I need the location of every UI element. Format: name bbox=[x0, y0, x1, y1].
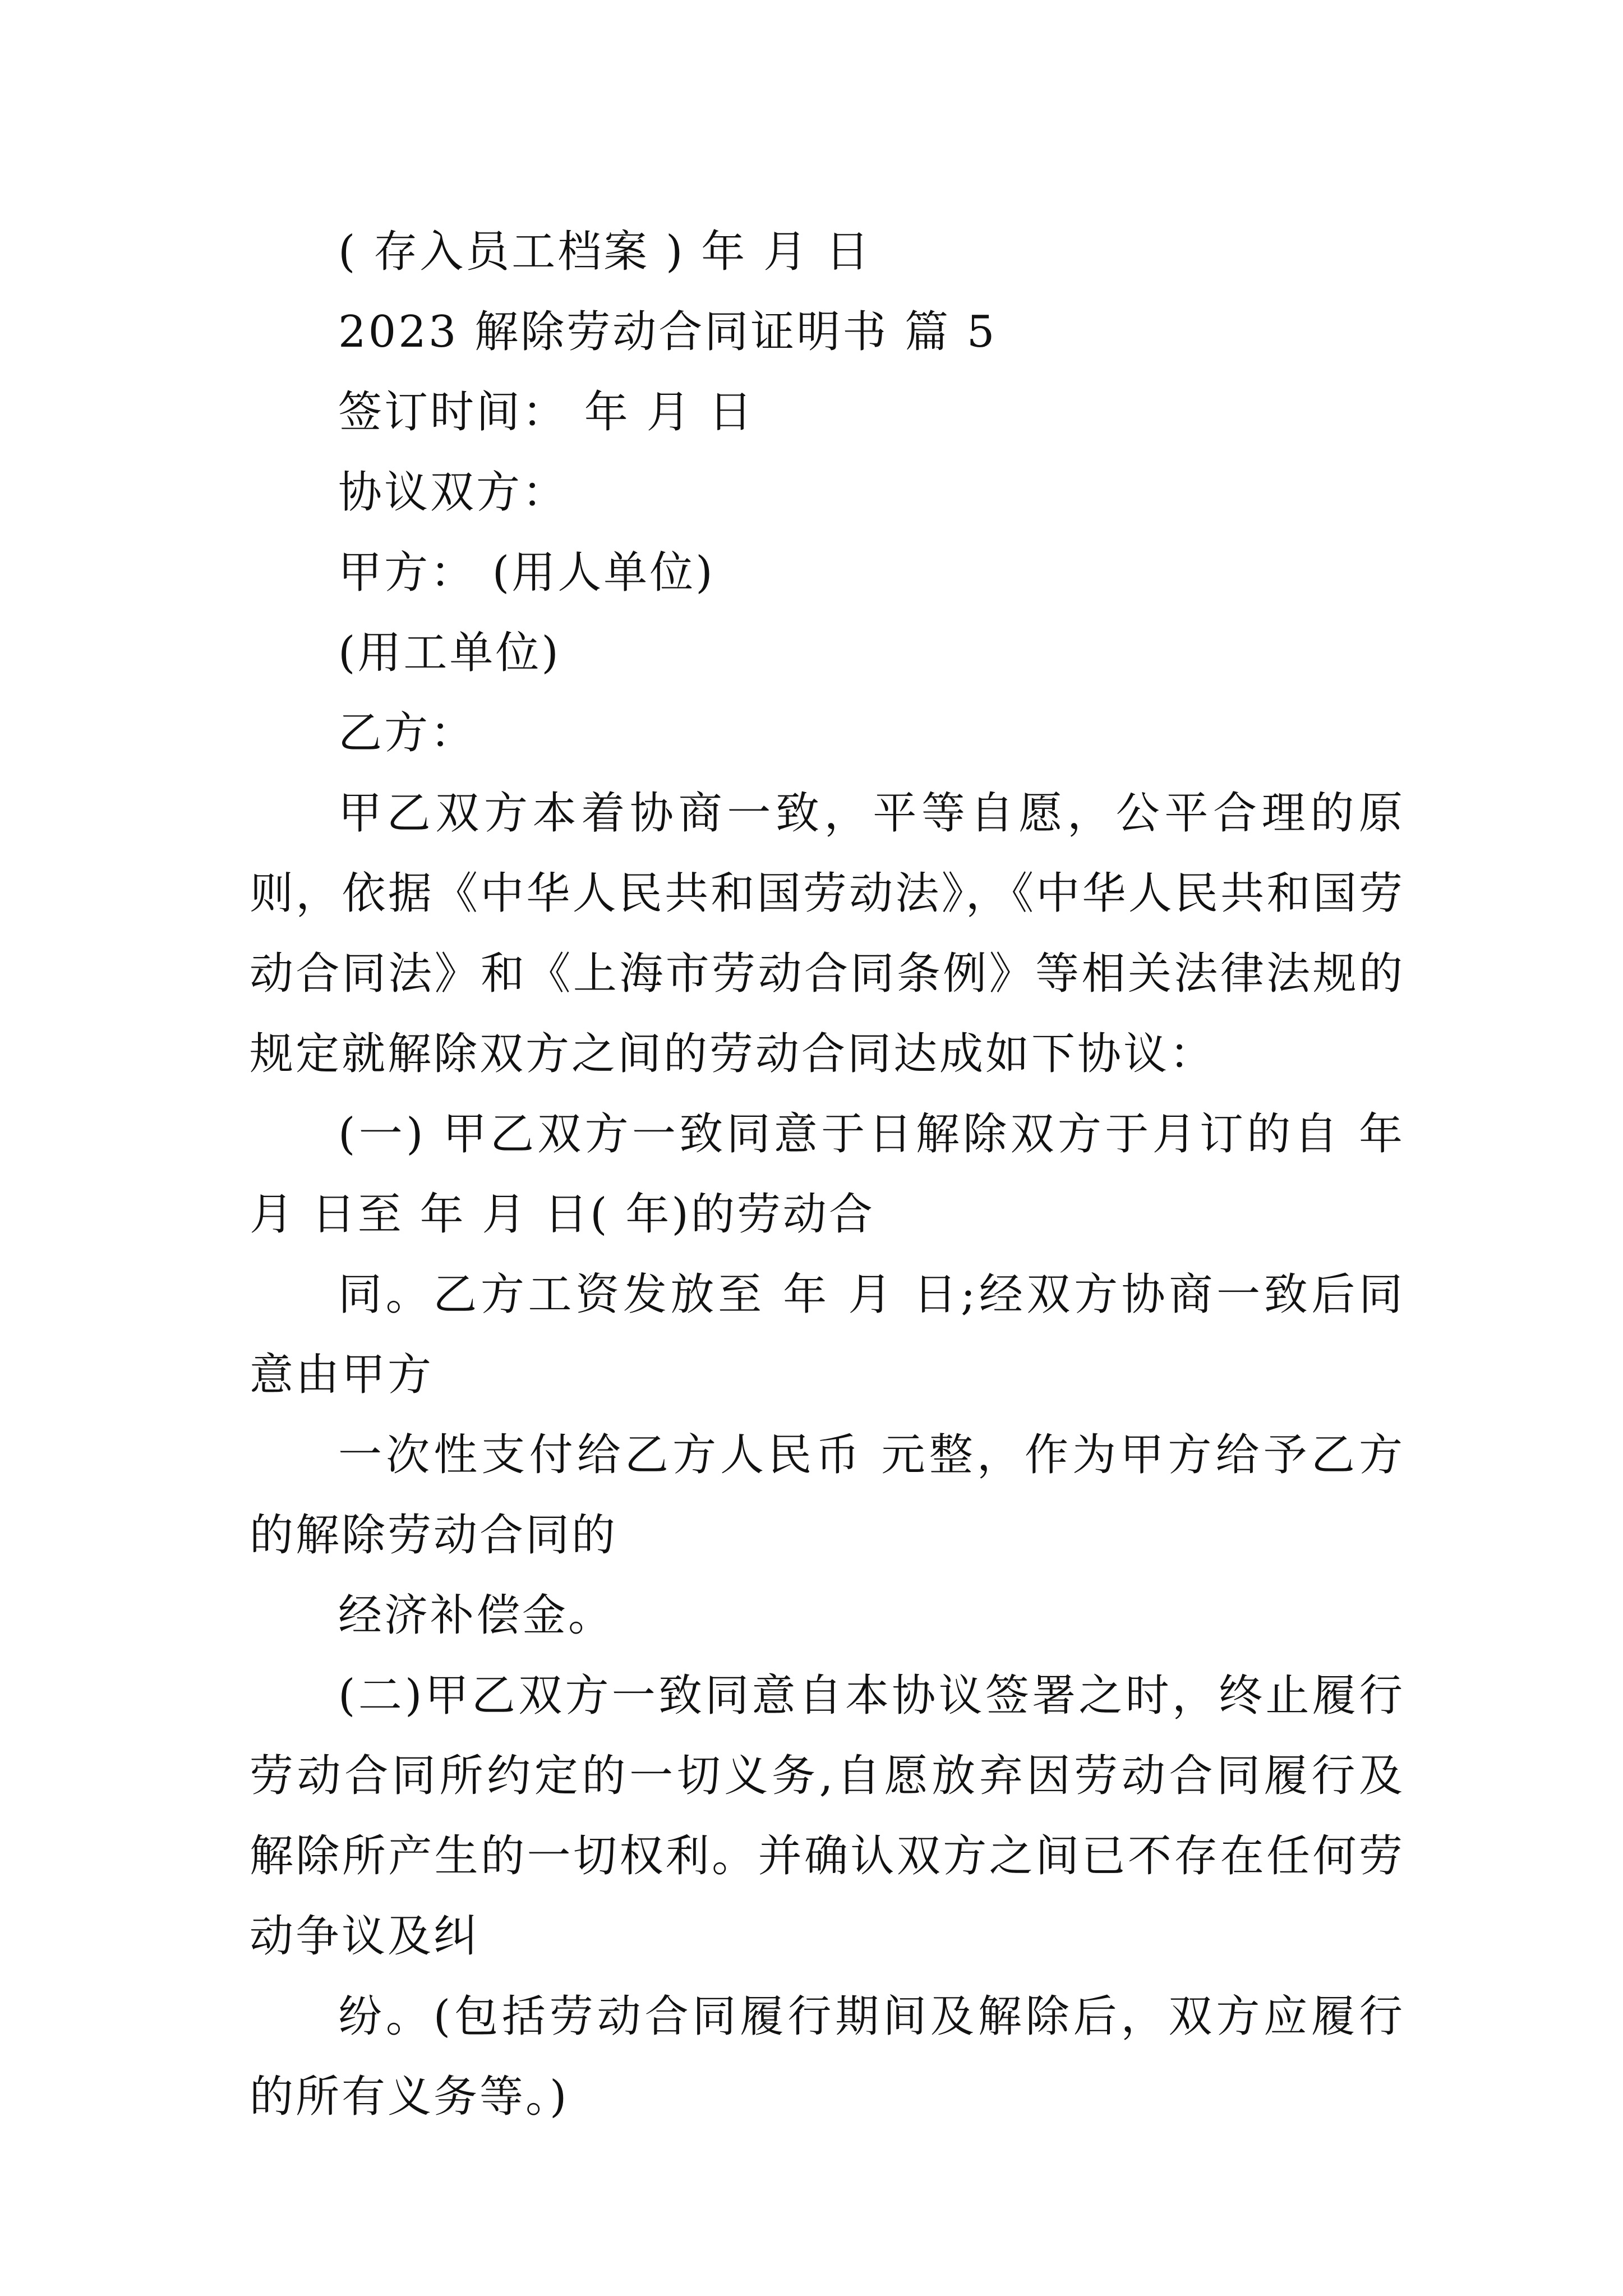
signing-time: 签订时间： 年 月 日 bbox=[338, 387, 755, 438]
party-a: 甲方： (用人单位) bbox=[338, 547, 715, 598]
clause-1-payment: 一次性支付给乙方人民币 元整，作为甲方给予乙方的解除劳动合同的 bbox=[250, 1430, 1405, 1561]
clause-1-compensation: 经济补偿金。 bbox=[338, 1590, 615, 1641]
clause-1: (一) 甲乙双方一致同意于日解除双方于月订的自 年 月 日至 年 月 日( 年)的劳动合 bbox=[250, 1109, 1405, 1240]
clause-2: (二)甲乙双方一致同意自本协议签署之时，终止履行劳动合同所约定的一切义务,自愿放弃因劳动合同履行及解除所产生的一切权利。并确认双方之间已不存在任何劳动争议及纠 bbox=[250, 1671, 1405, 1962]
clause-1-salary: 同。乙方工资发放至 年 月 日;经双方协商一致后同意由甲方 bbox=[250, 1269, 1405, 1400]
party-a-employer: (用工单位) bbox=[338, 628, 561, 678]
clause-2-continued: 纷。(包括劳动合同履行期间及解除后，双方应履行的所有义务等。) bbox=[250, 1991, 1405, 2122]
agreement-intro: 甲乙双方本着协商一致，平等自愿，公平合理的原则，依据《中华人民共和国劳动法》，《中华人民共和国劳动合同法》和《上海市劳动合同条例》等相关法律法规的规定就解除双方之间的劳动合同达成如下协议： bbox=[250, 788, 1405, 1079]
section-title: 2023 解除劳动合同证明书 篇 5 bbox=[338, 307, 997, 357]
party-b: 乙方： bbox=[338, 708, 477, 758]
archive-date-line: ( 存入员工档案 ) 年 月 日 bbox=[338, 227, 872, 277]
document-body bbox=[250, 212, 1405, 2137]
parties-label: 协议双方： bbox=[338, 467, 569, 518]
